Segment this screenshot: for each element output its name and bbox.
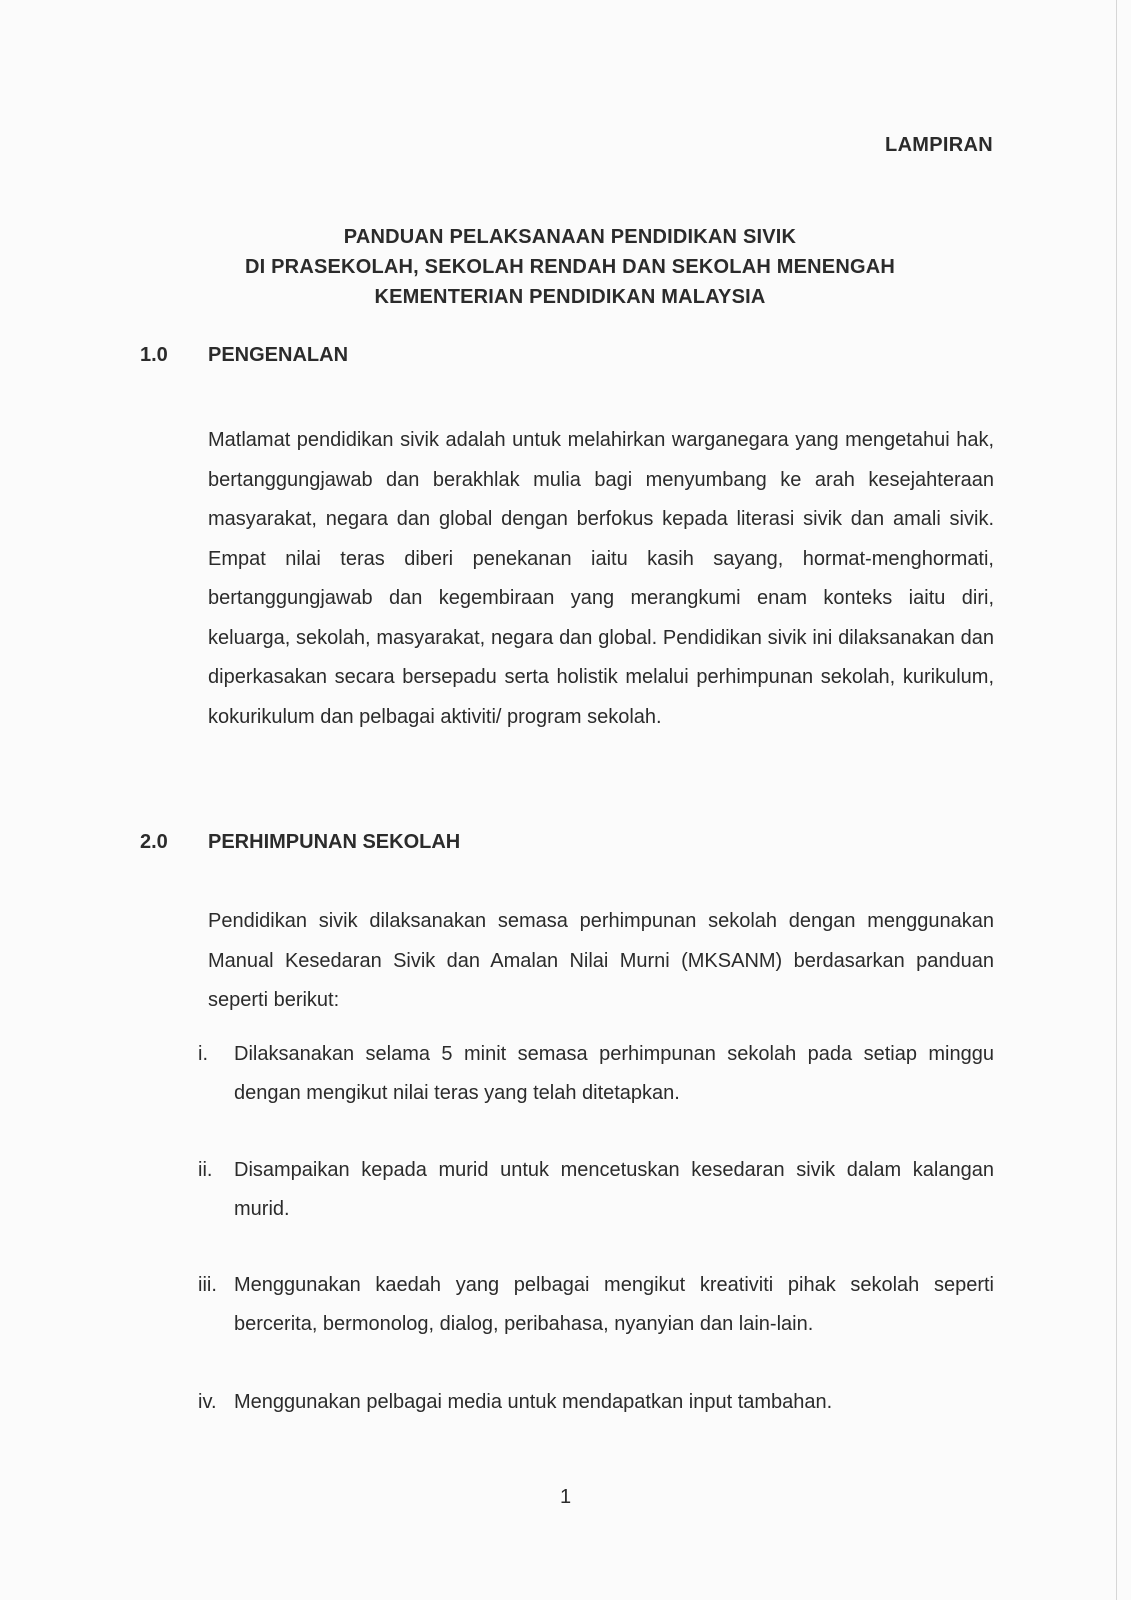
list-item	[198, 1151, 994, 1229]
section-number: 1.0	[140, 344, 168, 366]
section-paragraph-perhimpunan: Pendidikan sivik dilaksanakan semasa perhimpunan sekolah dengan menggunakan Manual Kesedaran Sivik dan Amalan Nilai Murni (MKSANM) berdasarkan panduan seperti berikut:	[208, 910, 994, 1011]
list-item	[198, 1383, 994, 1422]
scan-edge-line	[1116, 0, 1117, 1600]
list-marker: iii.	[198, 1274, 217, 1296]
document-title	[130, 222, 1010, 312]
section-title: PENGENALAN	[208, 344, 349, 366]
list-marker: i.	[198, 1043, 208, 1065]
section-number: 2.0	[140, 831, 168, 853]
list-text: Menggunakan pelbagai media untuk mendapatkan input tambahan.	[234, 1391, 833, 1413]
section-heading-pengenalan	[140, 344, 348, 367]
list-text: Menggunakan kaedah yang pelbagai mengikut kreativiti pihak sekolah seperti bercerita, bermonolog, dialog, peribahasa, nyanyian dan lain-lain.	[234, 1274, 994, 1335]
list-item	[198, 1035, 994, 1113]
appendix-label: LAMPIRAN	[885, 134, 993, 156]
title-line-2: DI PRASEKOLAH, SEKOLAH RENDAH DAN SEKOLAH MENENGAH	[244, 256, 896, 278]
list-marker: iv.	[198, 1391, 217, 1413]
section-paragraph-pengenalan: Matlamat pendidikan sivik adalah untuk melahirkan warganegara yang mengetahui hak, bertanggungjawab dan berakhlak mulia bagi menyumbang ke arah kesejahteraan masyarakat, negara dan global dengan berfokus kepada literasi sivik dan amali sivik. Empat nilai teras diberi penekanan iaitu kasih sayang, hormat-menghormati, bertanggungjawab dan kegembiraan yang merangkumi enam konteks iaitu diri, keluarga, sekolah, masyarakat, negara dan global. Pendidikan sivik ini dilaksanakan dan diperkasakan secara bersepadu serta holistik melalui perhimpunan sekolah, kurikulum, kokurikulum dan pelbagai aktiviti/ program sekolah.	[208, 429, 994, 728]
list-marker: ii.	[198, 1159, 213, 1181]
list-item	[198, 1266, 994, 1344]
list-text: Dilaksanakan selama 5 minit semasa perhimpunan sekolah pada setiap minggu dengan mengikut nilai teras yang telah ditetapkan.	[234, 1043, 994, 1104]
section-title: PERHIMPUNAN SEKOLAH	[208, 831, 461, 853]
list-text: Disampaikan kepada murid untuk mencetuskan kesedaran sivik dalam kalangan murid.	[234, 1159, 994, 1220]
section-heading-perhimpunan	[140, 831, 460, 854]
page-number: 1	[559, 1486, 572, 1508]
title-line-1: PANDUAN PELAKSANAAN PENDIDIKAN SIVIK	[343, 226, 797, 248]
title-line-3: KEMENTERIAN PENDIDIKAN MALAYSIA	[374, 286, 766, 308]
